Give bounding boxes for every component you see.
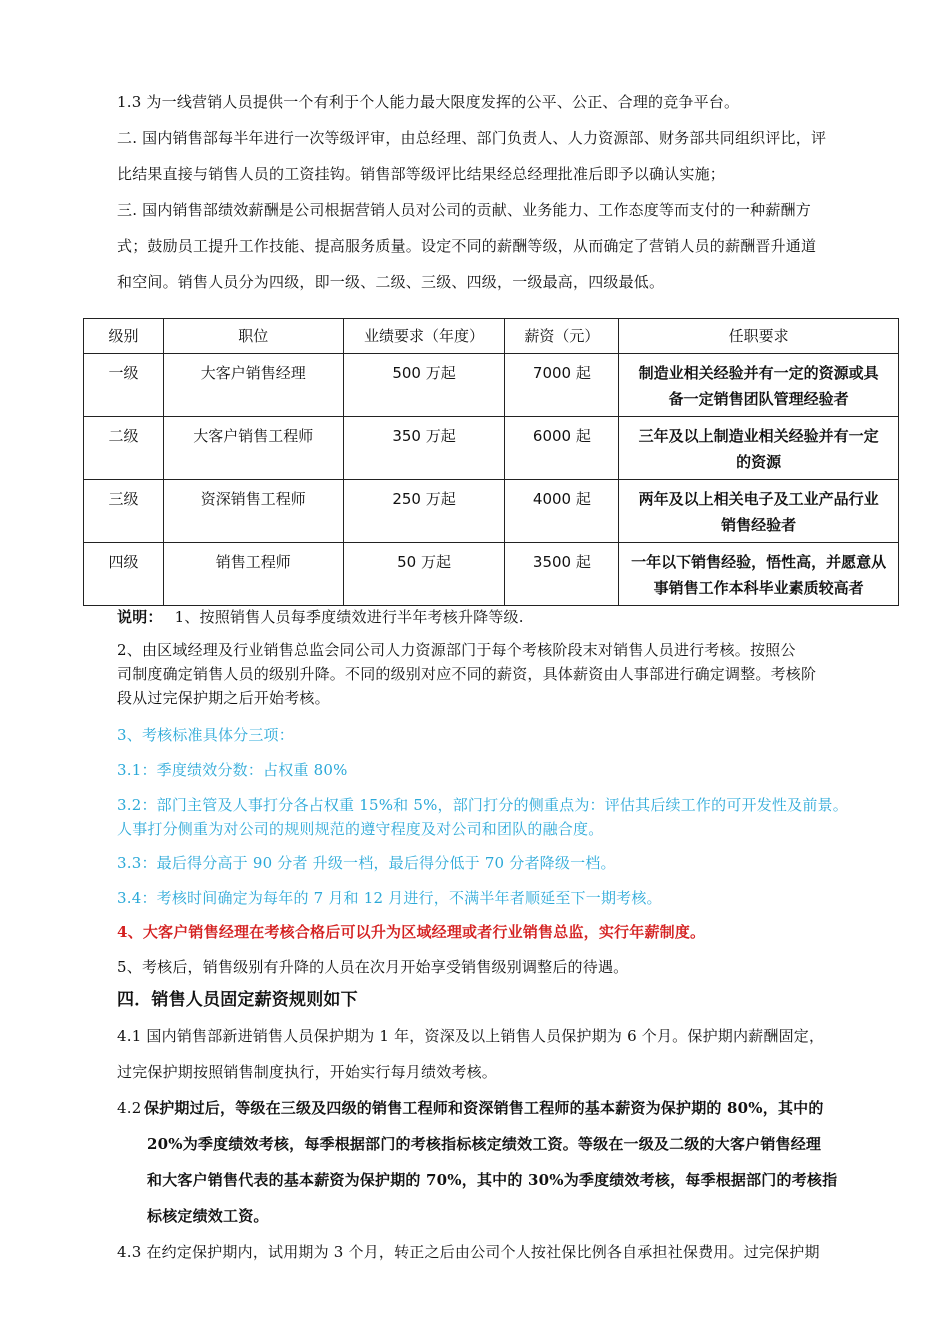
section-4-1-line2: 过完保护期按照销售制度执行，开始实行每月绩效考核。 bbox=[117, 1063, 498, 1081]
cell-salary: 3500 起 bbox=[505, 543, 619, 606]
requirement-line: 的资源 bbox=[736, 453, 782, 471]
intro-line-1-3: 1.3 为一线营销人员提供一个有利于个人能力最大限度发挥的公平、公正、合理的竞争平台。 bbox=[117, 93, 740, 111]
cell-salary: 7000 起 bbox=[505, 354, 619, 417]
cell-requirement bbox=[619, 354, 899, 417]
cell-level: 四级 bbox=[84, 543, 164, 606]
cell-salary: 4000 起 bbox=[505, 480, 619, 543]
cell-level: 二级 bbox=[84, 417, 164, 480]
note-1-text: 1、按照销售人员每季度绩效进行半年考核升降等级. bbox=[174, 608, 524, 626]
note-3-2-line2: 人事打分侧重为对公司的规则规范的遵守程度及对公司和团队的融合度。 bbox=[117, 820, 604, 838]
cell-requirement bbox=[619, 417, 899, 480]
note-5: 5、考核后，销售级别有升降的人员在次月开始享受销售级别调整后的待遇。 bbox=[117, 958, 629, 976]
note-2-line3: 段从过完保护期之后开始考核。 bbox=[117, 689, 330, 707]
section-4-2-line3: 和大客户销售代表的基本薪资为保护期的 70%，其中的 30%为季度绩效考核，每季根据部门的考核指 bbox=[147, 1171, 838, 1189]
note-1 bbox=[117, 607, 524, 627]
section-4-1-line1: 4.1 国内销售部新进销售人员保护期为 1 年，资深及以上销售人员保护期为 6 个月。保护期内薪酬固定， bbox=[117, 1027, 825, 1045]
table-header-requirement: 任职要求 bbox=[619, 319, 899, 354]
cell-target: 50 万起 bbox=[343, 543, 505, 606]
cell-position: 大客户销售工程师 bbox=[163, 417, 343, 480]
cell-target: 250 万起 bbox=[343, 480, 505, 543]
cell-salary: 6000 起 bbox=[505, 417, 619, 480]
requirement-line: 销售经验者 bbox=[721, 516, 797, 534]
note-4: 4、大客户销售经理在考核合格后可以升为区域经理或者行业销售总监，实行年薪制度。 bbox=[117, 923, 706, 941]
requirement-line: 制造业相关经验并有一定的资源或具 bbox=[638, 364, 879, 382]
table-header-target: 业绩要求（年度） bbox=[343, 319, 505, 354]
table-row bbox=[84, 543, 899, 606]
table-row bbox=[84, 354, 899, 417]
intro-paragraph-3-line1: 三. 国内销售部绩效薪酬是公司根据营销人员对公司的贡献、业务能力、工作态度等而支付的一种薪酬方 bbox=[117, 201, 811, 219]
requirement-line: 事销售工作本科毕业素质较高者 bbox=[653, 579, 864, 597]
intro-paragraph-3-line3: 和空间。销售人员分为四级，即一级、二级、三级、四级，一级最高，四级最低。 bbox=[117, 273, 665, 291]
note-2-line2: 司制度确定销售人员的级别升降。不同的级别对应不同的薪资，具体薪资由人事部进行确定调整。考核阶 bbox=[117, 665, 817, 683]
section-4-2-line1: 保护期过后，等级在三级及四级的销售工程师和资深销售工程师的基本薪资为保护期的 80%，其中的 bbox=[144, 1099, 824, 1117]
section-4-2-line4: 标核定绩效工资。 bbox=[147, 1207, 269, 1225]
note-3-4: 3.4：考核时间确定为每年的 7 月和 12 月进行，不满半年者顺延至下一期考核。 bbox=[117, 889, 662, 907]
intro-paragraph-3-line2: 式；鼓励员工提升工作技能、提高服务质量。设定不同的薪酬等级，从而确定了营销人员的薪酬晋升通道 bbox=[117, 237, 817, 255]
intro-paragraph-2-line1: 二. 国内销售部每半年进行一次等级评审，由总经理、部门负责人、人力资源部、财务部共同组织评比，评 bbox=[117, 129, 827, 147]
cell-level: 三级 bbox=[84, 480, 164, 543]
note-2-line1: 2、由区域经理及行业销售总监会同公司人力资源部门于每个考核阶段末对销售人员进行考核。按照公 bbox=[117, 641, 796, 659]
note-3-1: 3.1：季度绩效分数：占权重 80% bbox=[117, 761, 348, 779]
section-4-heading: 四．销售人员固定薪资规则如下 bbox=[117, 990, 358, 1010]
intro-paragraph-2-line2: 比结果直接与销售人员的工资挂钩。销售部等级评比结果经总经理批准后即予以确认实施； bbox=[117, 165, 726, 183]
cell-target: 350 万起 bbox=[343, 417, 505, 480]
section-4-2-number: 4.2 bbox=[117, 1099, 142, 1117]
cell-position: 大客户销售经理 bbox=[163, 354, 343, 417]
section-4-2-line2: 20%为季度绩效考核，每季根据部门的考核指标核定绩效工资。等级在一级及二级的大客户销售经理 bbox=[147, 1135, 822, 1153]
cell-requirement bbox=[619, 480, 899, 543]
requirement-line: 三年及以上制造业相关经验并有一定 bbox=[638, 427, 879, 445]
table-row bbox=[84, 480, 899, 543]
table-header-row bbox=[84, 319, 899, 354]
cell-target: 500 万起 bbox=[343, 354, 505, 417]
table-header-position: 职位 bbox=[163, 319, 343, 354]
note-3-3: 3.3：最后得分高于 90 分者 升级一档，最后得分低于 70 分者降级一档。 bbox=[117, 854, 616, 872]
cell-requirement bbox=[619, 543, 899, 606]
cell-level: 一级 bbox=[84, 354, 164, 417]
table-header-salary: 薪资（元） bbox=[505, 319, 619, 354]
cell-position: 资深销售工程师 bbox=[163, 480, 343, 543]
notes-label: 说明： bbox=[117, 608, 163, 626]
cell-position: 销售工程师 bbox=[163, 543, 343, 606]
requirement-line: 两年及以上相关电子及工业产品行业 bbox=[638, 490, 879, 508]
requirement-line: 一年以下销售经验，悟性高，并愿意从 bbox=[631, 553, 887, 571]
note-3: 3、考核标准具体分三项： bbox=[117, 726, 294, 744]
table-header-level: 级别 bbox=[84, 319, 164, 354]
section-4-3-line1: 4.3 在约定保护期内，试用期为 3 个月，转正之后由公司个人按社保比例各自承担社保费用。过完保护期 bbox=[117, 1243, 820, 1261]
sales-grade-table bbox=[83, 318, 899, 606]
note-3-2-line1: 3.2：部门主管及人事打分各占权重 15%和 5%，部门打分的侧重点为：评估其后续工作的可开发性及前景。 bbox=[117, 796, 848, 814]
requirement-line: 备一定销售团队管理经验者 bbox=[668, 390, 849, 408]
table-row bbox=[84, 417, 899, 480]
